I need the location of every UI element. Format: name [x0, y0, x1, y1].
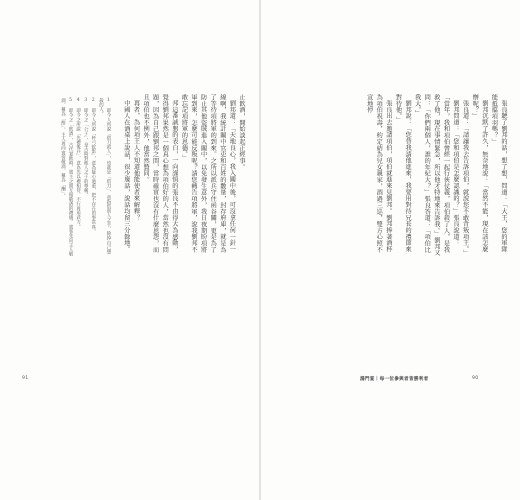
paragraph: 張良出去邀請項伯，項伯就進來見劉邦。劉邦捧著酒杯為項伯祝壽，約定結為兒女親家，酒過三巡，雙方心照不宣地停 [365, 94, 392, 253]
paragraph: 張良聽了劉邦的話，想了想，問道：「大王，您的軍隊能抵擋項羽嗎？」 [490, 94, 507, 253]
page-number: 91 [22, 376, 29, 381]
footnote: 2 即今人所說「杯弓蛇影」，意為疑心過重，把不存在的事當真。 [90, 98, 96, 234]
left-page-body [118, 94, 246, 256]
paragraph: 劉邦道：「天地良心，我入關中後，可沒拿任何一針一線啊，我統計關中官吏和百姓的數量，封存府庫，就是為了等待項將軍的到來。之所以派兵守住函谷關，更是為了防止其他盜賊進入關中，以免發生意外，我日夜期盼項將軍到來，怎麼可能反叛呢？請您轉告項將軍，說我劉邦不敢忘記項將軍的恩德。」 [180, 94, 236, 253]
footnote: 5 即今之「飲酒」，古代宴飲時，賓主之間互相敬酒的禮儀。賓客先向主人敬酒，稱為「酢」，主人再向賓客敬酒，稱為「酬」。 [60, 98, 74, 257]
footnote: 4 即今之所說「先禮後兵」，意為先以禮相待，不行再用武力。 [75, 98, 81, 229]
paragraph: 劉邦問道：「您和項伯是怎麼認識的？」張良說道：「當年，我和項伯曾經一起行俠仗義，項伯殺了人，是我救了他，現在事情緊急，所以他才特地來告訴我。」劉邦又問：「你們兩個人，誰的年紀大？」張良答道：「項伯比我大。」 [413, 94, 460, 256]
paragraph: 中國人在酒桌上說話，很少廢話，說話均留三分餘地。 [122, 100, 130, 253]
footnotes [26, 98, 112, 258]
footnote: 1 即今人所說「借刀殺人」，也就是「借刀」，意指借別人之手，除掉自己想殺的人。 [98, 98, 111, 255]
paragraph: 張良道：「請讓我去告訴項伯，就說您不敢背叛項王。」 [461, 100, 469, 256]
paragraph: 邦這番誠懇的表白，一向謹慎的張良不由得大為感動，覺得劉邦果然是一個真心想為項伯好的人，當然也沒有問題，因為自己跟劉邦之間，當時確實也沒有什麼恩怨，而且項伯也不例外，他當然贊同。 [142, 94, 178, 253]
paragraph: 劉邦說：「您替我請他進來，我要用對待兄長的禮節來對待他。」 [394, 94, 412, 253]
right-page [260, 0, 520, 500]
page-number: 90 [472, 376, 479, 381]
paragraph: 劉邦沉默了許久，無奈地說：「當然不能，現在該怎麼辦呢？」 [471, 94, 488, 253]
running-head: 鴻門宴｜每一位參與者皆勝利者 [360, 377, 429, 382]
book-gutter [259, 0, 261, 500]
footnote: 3 即今之「公子」，是古時對他人之子的尊稱。 [83, 98, 89, 198]
paragraph: 止飲酒，開始談起正經事。 [238, 94, 245, 171]
right-page-body [278, 94, 508, 256]
paragraph: 再者，為何項王人不知道他能使者來解釋？ [132, 100, 140, 221]
